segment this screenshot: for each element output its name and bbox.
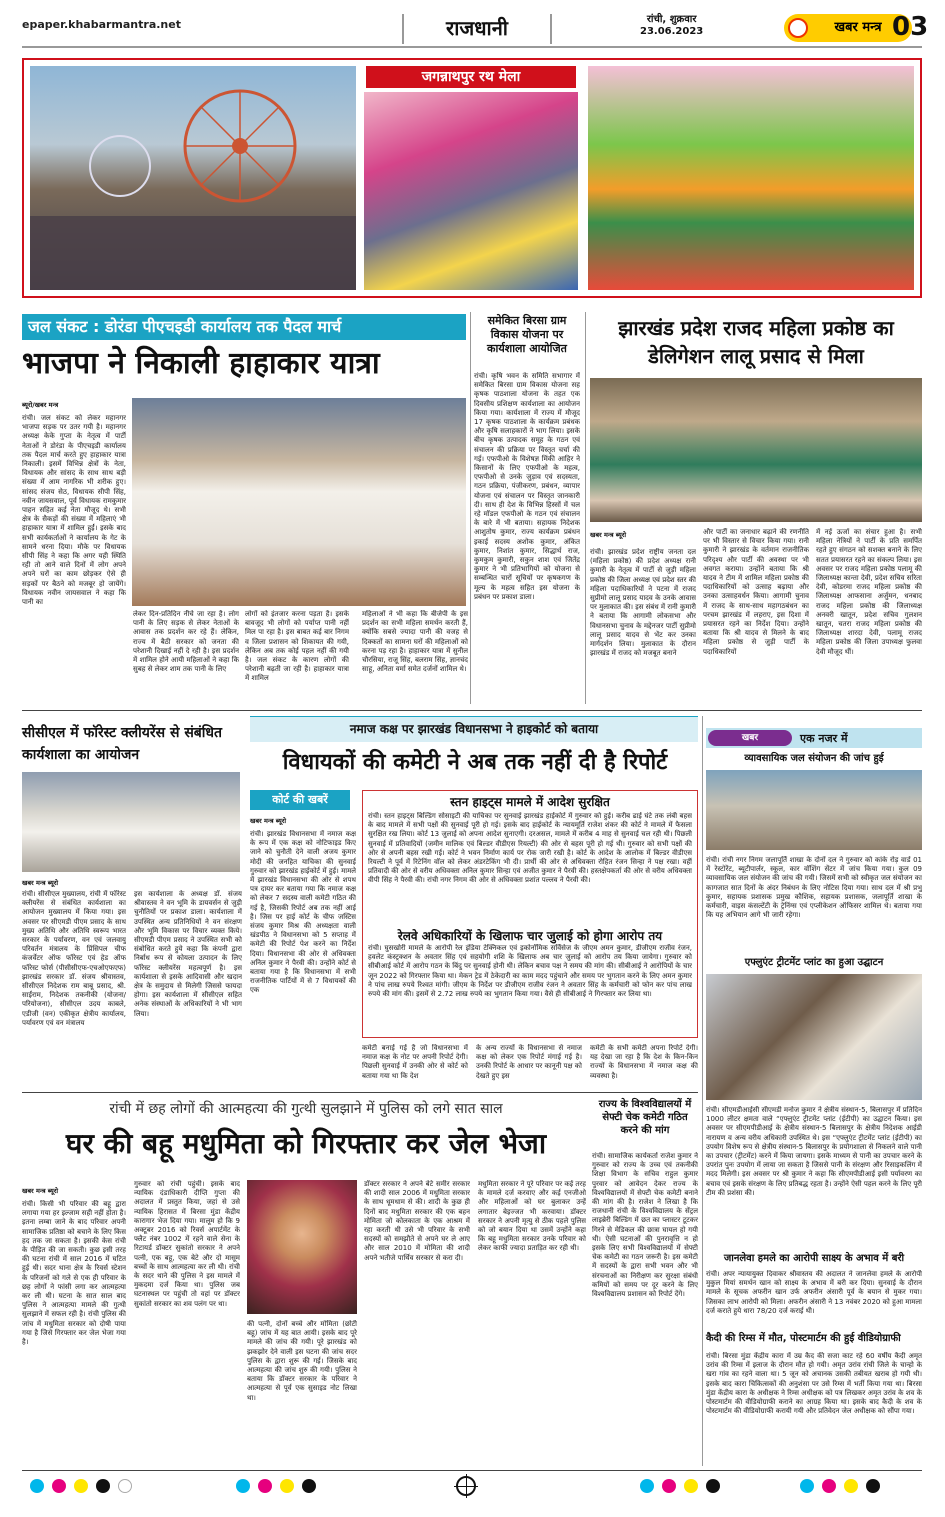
suicide-col5: मधुमिता सरकार ने पूरे परिवार पर कई तरह के मामले दर्ज करवाए और कई एनजीओ और महिलाओं को घर बुलाकर उन्हें लगातार बेइज्जत भी करवाया। डॉक्टर सरकार ने अपनी मृत्यु से ठीक पहले पुलिस को जो बयान दिया था उसमें उन्होंने कहा कि बहू मधुमिता सरकार उनके परिवार को लेकर काफी ज्यादा प्रताड़ित कर रही थी। [478, 1180, 586, 1253]
section-title: राजधानी [402, 14, 552, 44]
issue-date: 23.06.2023 [640, 26, 704, 37]
date-box [640, 14, 703, 38]
water-check-photo[interactable] [706, 770, 922, 850]
cyan-dot [800, 1479, 814, 1493]
cyan-dot [236, 1479, 250, 1493]
registration-mark-icon [456, 1476, 476, 1496]
univ-body: रांची। सामाजिक कार्यकर्ता राजेश कुमार ने गुरुवार को राज्य के उच्च एवं तकनीकी शिक्षा विभाग के सचिव राहुल कुमार पुरवार को आवेदन देकर राज्य के विश्वविद्यालयों में सेफ्टी चेक कमेटी बनाने की मांग की है। राजेश ने लिखा है कि राजधानी रांची के विश्वविद्यालय के सेंट्रल लाइब्रेरी बिल्डिंग में छत का प्लास्टर टूटकर गिरने से मेडिकल की छात्रा घायल हो गयी थी। ऐसी घटनाओं की पुनरावृत्ति न हो इसके लिए सभी विश्वविद्यालयों में सेफ्टी चेक कमेटी का गठन जरूरी है। इस कमेटी में सदस्यों के द्वारा सभी भवन और भी संरचनाओं का निरीक्षण कर सुरक्षा संबंधी कमियों को समय पर दूर करने के लिए विश्वविद्यालय प्रशासन को रिपोर्ट देंगे। [592, 1152, 698, 1299]
page-number: 03 [892, 12, 929, 42]
yellow-dot [280, 1479, 294, 1493]
fair-crowd-photo[interactable] [30, 66, 356, 290]
jail-body: रांची। बिरसा मुंडा केंद्रीय कारा में उम्र कैद की सजा काट रहे 60 वर्षीय कैदी अमृत उरांव की रिम्स में इलाज के दौरान मौत हो गयी। अमृत उरांव रांची जिले के चान्हो के खरा गांव का रहने वाला था। 5 जून को अचानक उसकी तबीयत खराब हो गयी थी। इसके बाद कारा चिकित्सकों की अनुशंसा पर उसे रिम्स में भर्ती किया गया था। बिरसा मुंडा केंद्रीय कारा के अधीक्षक ने रिम्स अधीक्षक को पत्र लिखकर अमृत उरांव के शव के पोस्टमार्टम की वीडियोग्राफी कराने का आग्रह किया था। इसके बाद कैदी के शव के पोस्टमार्टम की वीडियोग्राफी करायी गयी और प्रतिवेदन जेल अधीक्षक को सौंपा गया। [706, 1352, 922, 1416]
effluent-plant-photo[interactable] [706, 974, 922, 1100]
ccl-workshop-photo[interactable] [22, 772, 240, 872]
logo-emblem-icon [788, 18, 808, 38]
railway-title: रेलवे अधिकारियों के खिलाफ चार जुलाई को होगा आरोप तय [397, 929, 663, 943]
divider [22, 1470, 922, 1471]
attack-body: रांची। अपर न्यायायुक्त दिवाकर श्रीवास्तव की अदालत ने जानलेवा हमले के आरोपी मुकुल मियां समर्थन खान को साक्ष्य के अभाव में बरी कर दिया। सुनवाई के दौरान मामले के सूचक अफरीन खान उर्फ अफरीन अंसारी पूर्व के बयान से मुकर गया। जिसका लाभ आरोपी को मिला। अफरीन अंसारी ने 13 नवंबर 2020 को हुआ मामला दर्ज कराते हुये धारा 78/20 दर्ज कराई थी। [706, 1270, 922, 1315]
bjp-col2: लेकर दिन-प्रतिदिन नीचे जा रहा है। लोग पानी के लिए सड़क से लेकर नेताओं के आवास तक प्रदर्शन कर रहे हैं। लेकिन, राज्य में बैठी सरकार को जनता की परेशानी दिखाई नहीं दे रही है। इस प्रदर्शन में शामिल होने आयी महिलाओं ने कहा कि सुबह से लेकर शाम तक पानी के लिए [133, 610, 239, 674]
assembly-col4: कमेटी के सभी कमेटी अपना रिपोर्ट देगी। यह देखा जा रहा है कि देश के किन-किन राज्यों के विधानसभा में नमाज कक्ष की व्यवस्था है। [590, 1044, 698, 1080]
effluent-body: रांची। सीएमडीआईसी सीएमडी मनोज कुमार ने क्षेत्रीय संस्थान-5, बिलासपुर में प्रतिदिन 1000 लीटर क्षमता वाले “एफ्लुएंट ट्रीटमेंट प्लांट (ईटीपी) का उद्घाटन किया। इस अवसर पर सीएमपीडीआई के क्षेत्रीय संस्थान-5 बिलासपुर के क्षेत्रीय निदेशक आईडी नारायण व अन्य वरीय अधिकारी उपस्थित थे। इस “एफ्लुएंट ट्रीटमेंट प्लांट (ईटीपी) का उपयोग विशेष रूप से क्षेत्रीय संस्थान-5 बिलासपुर के प्रयोगशाला से निकलने वाले पानी का उपचार (ट्रीटमेंट) करने में किया जायगा। इसके माध्यम से पानी का उपचार करने के उपरांत पुनः उपयोग में लाया जा सकता है जिससे पानी के संरक्षण और रिसाइकलिंग में मदद मिलेगी। इस अवसर पर श्री कुमार ने कहा कि सीएमपीडीआई इसी पर्यावरण का बचाव एवं इसके संरक्षण के लिए प्रतिबद्ध रहता है। उन्होंने ऐसी पहल करने के लिए पूरी टीम की प्रशंसा की। [706, 1106, 922, 1197]
cyan-dot [30, 1479, 44, 1493]
magenta-dot [258, 1479, 272, 1493]
suicide-byline: खबर मन्त्र ब्यूरो [22, 1187, 59, 1195]
page-header [22, 10, 929, 48]
assembly-col1: रांची। झारखंड विधानसभा में नमाज कक्ष के रूप में एक कक्ष को नोटिफाइड किए जाने को चुनौती देने वाली अजय कुमार मोदी की जनहित याचिका की सुनवाई गुरुवार को झारखंड हाईकोर्ट में हुई। मामले में झारखंड विधानसभा की ओर से शपथ पत्र दायर कर बताया गया कि नमाज कक्ष को लेकर 7 सदस्य वाली कमेटी गठित की गई है, जिसकी रिपोर्ट अब तक नहीं आई है। जिस पर हाई कोर्ट के चीफ जस्टिस संजय कुमार मिश्र की अध्यक्षता वाली खंडपीठ ने विधानसभा को 5 सप्ताह में कमेटी की रिपोर्ट पेश करने का निर्देश दिया। विधानसभा की ओर से अधिवक्ता अनिल कुमार ने पैरवी की। उन्होंने कोर्ट से बताया गया है कि विधानसभा में सभी राजनीतिक पार्टियों में से 7 विधायकों की एक [250, 830, 356, 995]
ccl-col1: रांची। सीसीएल मुख्यालय, रांची में फॉरेस्ट क्लीयरेंस से संबंधित कार्यशाला का आयोजन मुख्यालय में किया गया। इस अवसर पर सीएमडी पीएम प्रसाद के साथ मुख्य अतिथि और अतिथि स्वरूप भारत सरकार के पर्यावरण, वन एवं जलवायु परिवर्तन मंत्रालय के प्रिंसिपल चीफ कंजर्वेटर ऑफ फॉरेस्ट एवं हेड ऑफ फॉरेस्ट फोर्स (पीसीसीएफ-एचओएफएफ) झारखंड सरकार डॉ. संजय श्रीवास्तव, सीसीएल निदेशक राम बाबू प्रसाद, श्री. साईंराम, निदेशक तकनीकी (योजना/ परियोजना), सीसीएल उदय काबले, एडीजी (वन) एकीकृत क्षेत्रीय कार्यालय, पर्यावरण एवं वन मंत्रालय [22, 890, 126, 1027]
birsa-headline: समेकित बिरसा ग्राम विकास योजना पर कार्यशाला आयोजित [487, 314, 567, 355]
brand-name: खबर मन्त्र [834, 20, 882, 35]
color-registration-mid-right [640, 1478, 728, 1497]
news-tag: खबर [741, 733, 759, 743]
attack-headline: जानलेवा हमले का आरोपी साक्ष्य के अभाव में बरी [723, 1253, 905, 1264]
accused-portrait-photo[interactable] [247, 1180, 357, 1314]
rjd-col1: रांची। झारखंड प्रदेश राष्ट्रीय जनता दल (महिला प्रकोष्ठ) की प्रदेश अध्यक्ष रानी कुमारी के नेतृत्व में पार्टी से जुड़ी महिला प्रकोष्ठ की जिला अध्यक्ष एवं प्रदेश स्तर की महिला पदाधिकारियों ने पटना में राजद सुप्रीमो लालू प्रसाद यादव के उनके आवास पर मुलाकात की। इस संबंध में रानी कुमारी ने बताया कि आगामी लोकसभा और विधानसभा चुनाव के मद्देनजर पार्टी सुप्रीमो लालू प्रसाद यादव से भेंट कर उनका मार्गदर्शन लिया। मुलाकात के दौरान झारखंड में राजद को मजबूत बनाने [590, 548, 696, 658]
yellow-dot [74, 1479, 88, 1493]
birsa-body: रांची। कृषि भवन के समिति सभागार में समेकित बिरसा ग्राम विकास योजना सह कृषक पाठशाला योजना के तहत एक दिवसीय प्रशिक्षण कार्यशाला का आयोजन किया गया। कार्यशाला में राज्य में मौजूद 17 कृषक पाठशाला के कार्यक्रम प्रबंधक और कृषि सलाहकारों ने भाग लिया। इसके बीच कृषक उत्पादक समूह के गठन एवं संचालन की प्रक्रिया पर विस्तृत चर्चा की गई। एफपीओ के विशेषज्ञ मिंकी आहिर ने किसानों के लिए एफपीओ के महत्व, एफपीओ से उनके जुड़ाव एवं सदस्यता, गठन प्रक्रिया, पंजीकरण, प्रबंधन, व्यापार योजना एवं संचालन पर विस्तृत जानकारी दी। साथ ही देश के विभिन्न हिस्सों में चल रहे मॉडल एफपीओ के गठन एवं संचालन के बारे में भी बताया। सहायक निदेशक आशुतोष कुमार, राज्य कार्यक्रम प्रबंधन इकाई सदस्य अशोक कुमार, अंकित कुमार, निशांत कुमार, सिद्धार्थ राज, कुमकुम कुमारी, सकुन शाश एवं जितेंद्र कुमार ने भी प्रतिभागियों को योजना से सम्बन्धित चारों सूचियों पर कृषकगण के मूल्य के महत्व सहित इस योजना के प्रबंधन पर प्रकाश डाला। [474, 372, 580, 601]
divider [470, 312, 471, 704]
bjp-headline: भाजपा ने निकाली हाहाकार यात्रा [22, 346, 380, 381]
cyan-dot [640, 1479, 654, 1493]
suicide-col3: की पत्नी, दोनों बच्चे और मोमिता (छोटी बहू) जांच में यह बात आयी। इसके बाद पूरे मामले की जांच की गयी। पूरे झारखंड को झकझोर देने वाली इस घटना की जांच सदर पुलिस के द्वारा शुरू की गई। जिसके बाद आत्महत्या की जांच शुरु की गयी। पुलिस ने बताया कि डॉक्टर सरकार के परिवार ने आत्महत्या से पूर्व एक सुसाइड नोट लिखा था। [247, 1320, 357, 1402]
rjd-col2: और पार्टी का जनाधार बढ़ाने की रणनीति पर भी विस्तार से विचार किया गया। रानी कुमारी ने झारखंड के वर्तमान राजनीतिक परिदृश्य और पार्टी की अवस्था पर भी अवगत कराया। उन्होंने बताया कि श्री यादव ने टीम में शामिल महिला प्रकोष्ठ की पदाधिकारियों को उत्साह बढ़ाया और उनका उत्साहवर्धन किया। आगामी चुनाव में राजद के साथ-साथ महागठबंधन का परचम झारखंड में लहराए, इस दिशा में प्रयासरत रहने का निर्देश दिया। उन्होंने बताया कि श्री यादव से मिलने के बाद महिला प्रकोष्ठ से जुड़ी पार्टी के पदाधिकारियों [703, 528, 809, 656]
magenta-dot [822, 1479, 836, 1493]
rjd-headline: झारखंड प्रदेश राजद महिला प्रकोष्ठ का डेलिगेशन लालू प्रसाद से मिला [618, 316, 894, 368]
white-dot [118, 1479, 132, 1493]
market-stall-photo[interactable] [364, 92, 578, 290]
divider [585, 312, 586, 704]
bjp-kicker: जल संकट : डोरंडा पीएचइडी कार्यालय तक पैदल मार्च [22, 314, 466, 340]
color-registration-left [30, 1478, 140, 1497]
black-dot [96, 1479, 110, 1493]
assembly-byline: खबर मन्त्र ब्यूरो [250, 817, 287, 825]
stanhights-title: स्तन हाइट्स मामले में आदेश सुरक्षित [450, 795, 610, 809]
black-dot [866, 1479, 880, 1493]
divider [702, 716, 703, 1466]
water-headline: व्यावसायिक जल संयोजन की जांच हुई [744, 753, 884, 764]
univ-headline: राज्य के विश्वविद्यालयों में सेफ्टी चेक कमेटी गठित करने की मांग [598, 1099, 692, 1136]
black-dot [706, 1479, 720, 1493]
bjp-col1: रांची। जल संकट को लेकर महानगर भाजपा सड़क पर उतर गयी है। महानगर अध्यक्ष केके गुप्ता के नेतृत्व में पार्टी नेताओं ने डोरंडा के पीएचइडी कार्यालय तक पैदल मार्च करते हुए हाहाकार यात्रा निकाली। इसमें विभिन्न क्षेत्रों के नेता, विधायक और सांसद के साथ साथ बड़ी संख्या में आम नागरिक भी शरीक हुए। सांसद संजय सेठ, विधायक सीपी सिंह, नवीन जायसवाल, पूर्व विधायक रामकुमार पाहन सहित कई नेता मौजूद थे। सभी क्षेत्र के सैकड़ों की संख्या में महिलाएं भी हाहाकार यात्रा में शामिल हुईं। इसके बाद सभी कार्यकर्ताओं ने कार्यालय के गेट के सामने धरना दिया। मौके पर विधायक सीपी सिंह ने कहा कि अगर यही स्थिति रही तो आने वाले दिनों में लोग अपने अपने घरों का काम छोड़कर ऐसे ही सड़कों पर बैठने को मजबूर हो जायेंगे। विधायक नवीन जायसवाल ने कहा कि पानी का [22, 414, 126, 607]
bjp-protest-photo[interactable] [132, 398, 466, 606]
rjd-byline: खबर मन्त्र ब्यूरो [590, 531, 627, 539]
magenta-dot [662, 1479, 676, 1493]
toy-train-photo[interactable] [588, 66, 914, 290]
ccl-col2: इस कार्यशाला के अध्यक्ष डॉ. संजय श्रीवास्तव ने वन भूमि के डायवर्सन से जुड़ी चुनौतियों पर प्रकाश डाला। कार्यशाला में उपस्थित अन्य प्रतिनिधियों ने वन संरक्षण और भूमि विकास पर विचार व्यक्त किये। सीएमडी पीएम प्रसाद ने उपस्थित सभी को संबोधित करते हुये कहा कि कंपनी द्वारा निर्बाध रूप से कोयला उत्पादन के लिए फॉरेस्ट क्लीयरेंस महत्वपूर्ण है। इस कार्यशाला से इसके आदिवासी और खदान क्षेत्र के समुदाय से मिलेगी जिससे फायदा होगा। इस कार्यशाला में सीसीएल सहित अनेक संस्थाओं के अधिकारियों ने भी भाग लिया। [134, 890, 242, 1018]
bjp-col4: महिलाओं ने भी कहा कि बीजेपी के इस प्रदर्शन का सभी महिला समर्थन करती हैं, क्योंकि सबसे ज्यादा पानी की वजह से दिक्कतों का सामना घरों की महिलाओं को करना पड़ रहा है। हाहाकार यात्रा में सुनील चौरसिया, राजू सिंह, बलराम सिंह, ज्ञानचंद साहू, अनिता वर्मा समेत दर्जनों शामिल थे। [362, 610, 468, 674]
divider [22, 1092, 698, 1093]
ek-nazar-tag [708, 730, 792, 746]
rjd-delegation-photo[interactable] [590, 378, 922, 522]
magenta-dot [52, 1479, 66, 1493]
railway-body: रांची। घुसखोरी मामले के आरोपी रेल इंडिया टेक्निकल एवं इकोनॉमिक सर्विसेज के जीएम अमन कुमार, डीजीएम राजीव रंजन, हवलेट कंस्ट्रक्शन के अवतार सिंह एवं सहयोगी शशि के खिलाफ अब चार जुलाई को आरोप तय किया जायेगा। गुरुवार को सीबीआई कोर्ट में आरोप गठन के बिंदु पर सुनवाई होनी थी। लेकिन बचाव पक्ष ने समय की मांग की। सीबीआई ने आरोपियों के चार जून 2022 को गिरफ्तार किया था। मेकन ट्रेड में ठेकेदारी का काम मदद पहुंचाने और समय पर भुगतान करने के लिए अमन कुमार ने पांच लाख रुपये रिश्वत मांगी। जीएम के निर्देश पर डीजीएम राजीव रंजन ने अवतार सिंह के कर्मचारी को फोन कर पांच लाख रुपये की मांग की। इसमें से 2.72 लाख रुपये का भुगतान किया गया। वैसे ही सीबीआई ने गिरफ्तार कर लिया था। [368, 944, 692, 999]
assembly-col3: के अन्य राज्यों के विधानसभा से नमाज कक्ष को लेकर एक रिपोर्ट मंगाई गई है। उनकी रिपोर्ट के आधार पर कानूनी पक्ष को देखते हुए इस [476, 1044, 582, 1080]
ccl-byline: खबर मन्त्र ब्यूरो [22, 879, 59, 887]
yellow-dot [844, 1479, 858, 1493]
yellow-dot [684, 1479, 698, 1493]
ek-nazar-title: एक नजर में [800, 732, 848, 745]
jail-headline: कैदी की रिम्स में मौत, पोस्टमार्टम की हुई वीडियोग्राफी [706, 1333, 901, 1344]
effluent-headline: एफ्लुएंट ट्रीटमेंट प्लांट का हुआ उद्घाटन [744, 957, 884, 968]
bjp-byline: ब्यूरो/खबर मन्त्र [22, 401, 59, 409]
divider [22, 710, 922, 711]
assembly-headline: विधायकों की कमेटी ने अब तक नहीं दी है रिपोर्ट [282, 750, 668, 775]
suicide-headline: घर की बहू मधुमिता को गिरफ्तार कर जेल भेजा [65, 1127, 547, 1160]
rath-mela-banner: जगन्नाथपुर रथ मेला [366, 66, 576, 88]
suicide-col2: गुरुवार को रांची पहुंची। इसके बाद न्यायिक दंडाधिकारी दीप्ति गुप्ता की अदालत में प्रस्तुत किया, जहां से उसे न्यायिक हिरासत में बिरसा मुंडा केंद्रीय कारागार भेज दिया गया। मालूम हो कि 9 अक्टूबर 2016 को रिवर्स अपार्टमेंट के फ्लैट नंबर 1002 में रहने वाले सेना के रिटायर्ड डॉक्टर सुकांतो सरकार ने अपने पत्नी, एक बहू, एक बेटे और दो मासूम बच्चों के साथ आत्महत्या कर ली थी। रांची के सदर थाने की पुलिस ने इस मामले में मुकदमा दर्ज किया था। पुलिस जब घटनास्थल पर पहुंची तो वहां पर डॉक्टर सुकांतो सरकार का शव पलंग पर था। [134, 1180, 240, 1308]
assembly-col2: कमेटी बनाई गई है जो विधानसभा में नमाज कक्ष के नोट पर अपनी रिपोर्ट देगी। पिछली सुनवाई में उनकी ओर से कोर्ट को बताया गया था कि देश [362, 1044, 468, 1080]
ccl-headline: सीसीएल में फॉरेस्ट क्लीयरेंस से संबंधित कार्यशाला का आयोजन [22, 725, 222, 763]
assembly-kicker: नमाज कक्ष पर झारखंड विधानसभा ने हाइकोर्ट को बताया [349, 722, 599, 736]
city-day: रांची, शुक्रवार [646, 14, 697, 25]
court-news-label: कोर्ट की खबरें [250, 790, 350, 810]
ferris-wheel-icon [30, 66, 356, 290]
color-registration-right [800, 1478, 888, 1497]
suicide-col1: रांची। किसी भी परिवार की बहू द्वारा लगाया गया हर इल्जाम सही नहीं होता है। इतना लम्बा जाने के बाद परिवार अपनी सामाजिक प्रतिष्ठा को बचाने के लिए किस हद तक जा सकता है। इसकी केस रांची के पीड़ित की जा सकती। कुछ इसी तरह की घटना रांची में साल 2016 में घटित हुई थी। सदर थाना क्षेत्र के रिवर्स स्टेशन के परिजनों को गले से एक ही परिवार के छह लोगों ने फांसी लगा कर आत्महत्या कर ली थी। घटना के सात साल बाद पुलिस ने आत्महत्या मामले की गुत्थी सुलझाने में सफल रही है। रांची पुलिस की जांच में मधुमिता सरकार को दोषी पाया गया है जिसे गिरफ्तार कर जेल भेजा गया है। [22, 1200, 126, 1347]
water-body: रांची। रांची नगर निगम जलापूर्ति शाखा के दोनों दल ने गुरुवार को कांके रोड़ वार्ड 01 में रेस्टोरेंट, ब्यूटीपार्लर, स्कूल, कार वॉशिंग सेंटर में जांच किया गया। कुल 09 व्यावसायिक जल संयोजन की जांच की गयी। जिसमें सभी को स्वीकृत जल संयोजन का कागजात सात दिनों के अंदर निबंधन के लिए नोटिस दिया गया। साथ दल में श्री प्रभु कुमार, सहायक प्रशासक प्रमुख कौशिक, सहायक प्रशासक, जलापूर्ति शाखा के कर्मचारी, वाइस कंसल्टेंटी के ट्रेनिंग्स एवं एप्लीकेशन ऑफिसर शामिल थे। बताया गया कि यह अभियान आगे भी जारी रहेगा। [706, 856, 922, 920]
rjd-col3: में नई ऊर्जा का संचार हुआ है। सभी महिला नेत्रियों ने पार्टी के प्रति समर्पित रहते हुए संगठन को सशक्त बनाने के लिए सतत प्रयासरत रहने का संकल्प लिया। इस अवसर पर राजद महिला प्रकोष्ठ पलामू की जिलाध्यक्ष कान्ता देवी, प्रदेश सचिव सरिता देवी, कोडरमा राजद महिला प्रकोष्ठ की जिलाध्यक्ष आफसाना अर्जुमन, धनबाद राजद महिला प्रकोष्ठ की जिलाध्यक्ष अनवरी खातून, प्रदेश सचिव गुलशन खातून, चतरा राजद महिला प्रकोष्ठ की जिलाध्यक्ष शारदा देवी, पलामू राजद महिला प्रकोष्ठ की जिला उपाध्यक्ष फुलवा देवी मौजूद थीं। [816, 528, 922, 656]
black-dot [302, 1479, 316, 1493]
site-url[interactable]: epaper.khabarmantra.net [22, 18, 181, 31]
suicide-kicker: रांची में छह लोगों की आत्महत्या की गुत्थी सुलझाने में पुलिस को लगे सात साल [109, 1101, 503, 1117]
color-registration-mid-left [236, 1478, 324, 1497]
suicide-col4: डॉक्टर सरकार ने अपने बेटे समीर सरकार की शादी साल 2006 में मधुमिता सरकार के साथ धूमधाम से की। शादी के कुछ ही दिनों बाद मधुमिता सरकार की एक बहन मोमिता जो कोलकाता के एक आश्रम में रहा करती थी उसे भी परिवार के सभी सदस्यों को समझौते से अपने घर ले आए और साल 2010 में मोमिता की शादी अपने भतीजे पार्थिव सरकार से करा दी। [364, 1180, 470, 1262]
stanhights-body: रांची। स्तन हाइट्स बिल्डिंग सोसाइटी की याचिका पर सुनवाई झारखंड हाईकोर्ट में गुरुवार को हुई। करीब ढाई घंटे तक लंबी बहस के बाद मामले में सभी पक्षों की सुनवाई पूरी हो गई। इसके बाद हाईकोर्ट के न्यायमूर्ति राजेश शंकर की कोर्ट ने मामले में फैसला सुरक्षित रख लिया। कोर्ट 13 जुलाई को अपना आदेश सुनाएगी। दरअसल, मामले में करीब 4 माह से सुनवाई चल रही थी। पिछली सुनवाई में प्रतिवादियों (जमीन मालिक एवं बिल्डर वीडीएस रियल्टी) की ओर से बहस पूरी हो गई थी। गुरुवार को सभी पक्षों की ओर से अपनी बहस रखी गई। कोर्ट ने भवन निर्माण कार्य पर रोक जारी रखी है। कोर्ट के आदेश के आलोक में बिल्डर वीडीएस रियल्टी ने पूर्व में रिटेनिंग वॉल को लेकर अंडरटेकिंग भी दी। प्रार्थी की ओर से अधिवक्ता रोहित रंजन सिन्हा ने पक्ष रखा। वहीं प्रतिवादी की ओर से वरीय अधिवक्ता अनिल कुमार सिन्हा एवं अजीत कुमार ने पैरवी की। हस्तक्षेपकर्ता की ओर से वरीय अधिवक्ता वीपी सिंह ने पैरवी की। रांची नगर निगम की ओर से अधिवक्ता प्रशांत पल्लव ने पैरवी की। [368, 812, 692, 885]
bjp-col3: लोगों को इंतजार करना पड़ता है। इसके बावजूद भी लोगों को पर्याप्त पानी नहीं मिल पा रहा है। इस बाबत कई बार निगम व जिला प्रशासन को शिकायत की गयी, लेकिन अब तक कोई पहल नहीं की गयी है। जल संकट के कारण लोगों की परेशानी बढ़ती जा रही है। हाहाकार यात्रा में शामिल [245, 610, 349, 683]
